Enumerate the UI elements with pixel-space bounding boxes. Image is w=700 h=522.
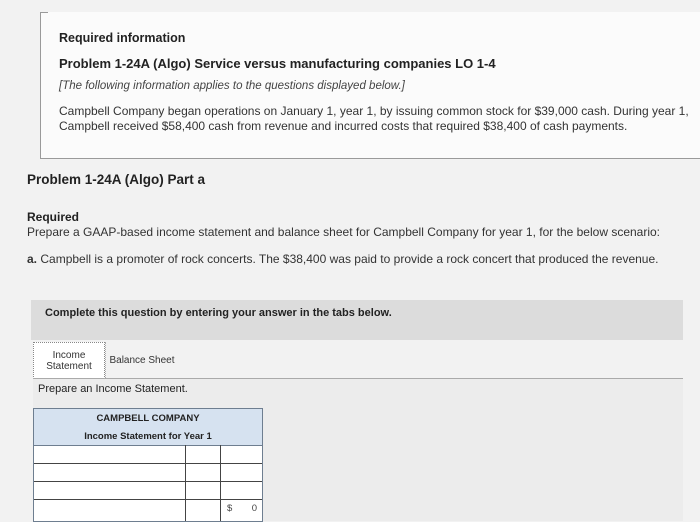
statement-subtitle: Income Statement for Year 1 (84, 431, 212, 442)
tab-balance-sheet-label: Balance Sheet (109, 354, 175, 366)
part-title: Problem 1-24A (Algo) Part a (27, 172, 206, 187)
panel-prompt: Prepare an Income Statement. (38, 383, 188, 395)
problem-title: Problem 1-24A (Algo) Service versus manufacturing companies LO 1-4 (59, 56, 496, 71)
required-label: Required (27, 210, 80, 224)
row-2-label-input[interactable] (36, 464, 187, 482)
row-2-total-input[interactable] (222, 464, 264, 482)
required-information-box (40, 12, 700, 159)
problem-description: Campbell Company began operations on January 1, year 1, by issuing common stock for $39,000 cash. During year 1, Campbell received $58,400 cash from revenue and incurred costs that required $38,400 of cash payments. (59, 104, 689, 133)
required-text: Prepare a GAAP-based income statement and balance sheet for Campbell Company for year 1, for the below scenario: (27, 225, 661, 239)
statement-company-name: CAMPBELL COMPANY (96, 413, 200, 424)
required-information-heading: Required information (59, 31, 186, 45)
row-1-total-input[interactable] (222, 446, 264, 464)
tab-income-statement-label: Income Statement (46, 350, 92, 372)
row-3-total-input[interactable] (222, 482, 264, 500)
row-3-amount-input[interactable] (187, 482, 223, 500)
scenario-a (27, 252, 658, 266)
scenario-letter: a. (27, 252, 38, 266)
row-1-amount-input[interactable] (187, 446, 223, 464)
scenario-text: Campbell is a promoter of rock concerts. The $38,400 was paid to provide a rock concert that produced the revenue. (40, 252, 659, 266)
tab-income-statement[interactable] (33, 342, 105, 379)
row-3-label-input[interactable] (36, 482, 187, 500)
currency-symbol: $ (227, 503, 233, 514)
row-1-label-input[interactable] (36, 446, 187, 464)
box-corner-tick (40, 12, 48, 13)
net-income-total: 0 (251, 503, 257, 514)
problem-note: [The following information applies to the questions displayed below.] (59, 80, 405, 92)
question-instruction: Complete this question by entering your answer in the tabs below. (45, 307, 392, 319)
statement-header (34, 409, 262, 446)
income-statement-table (33, 408, 263, 522)
question-instruction-bar (31, 300, 683, 340)
tab-balance-sheet[interactable] (105, 342, 178, 378)
row-2-amount-input[interactable] (187, 464, 223, 482)
row-4-label-input[interactable] (36, 501, 187, 519)
